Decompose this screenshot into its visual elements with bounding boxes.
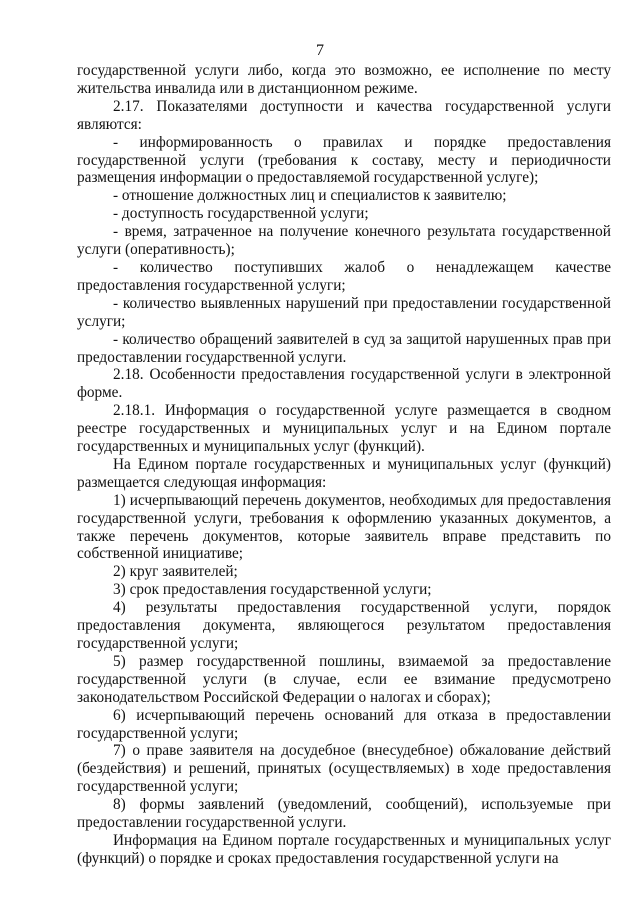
paragraph: На Едином портале государственных и муниципальных услуг (функций) размещается следующая информация:: [77, 455, 611, 491]
paragraph: 3) срок предоставления государственной услуги;: [113, 581, 432, 599]
paragraph: - отношение должностных лиц и специалистов к заявителю;: [113, 187, 507, 205]
paragraph: 2.18. Особенности предоставления государственной услуги в электронной форме.: [77, 366, 611, 402]
paragraph: 1) исчерпывающий перечень документов, необходимых для предоставления государственной услуги, требования к оформлению указанных документов, а также перечень документов, которые заявитель вправе представить по собственной инициативе;: [77, 491, 611, 563]
paragraph: 6) исчерпывающий перечень оснований для отказа в предоставлении государственной услуги;: [77, 706, 611, 742]
paragraph: 8) формы заявлений (уведомлений, сообщений), используемые при предоставлении государственной услуги.: [77, 796, 611, 832]
paragraph: - доступность государственной услуги;: [113, 205, 369, 223]
paragraph: государственной услуги либо, когда это возможно, ее исполнение по месту жительства инвалида или в дистанционном режиме.: [77, 62, 611, 97]
document-body: [77, 62, 611, 868]
paragraph: 7) о праве заявителя на досудебное (внесудебное) обжалование действий (бездействия) и решений, принятых (осуществляемых) в ходе предоставления государственной услуги;: [77, 742, 611, 796]
paragraph: - время, затраченное на получение конечного результата государственной услуги (оперативность);: [77, 223, 611, 259]
paragraph: 2.18.1. Информация о государственной услуге размещается в сводном реестре государственных и муниципальных услуг и на Едином портале государственных и муниципальных услуг (функций).: [77, 402, 611, 456]
paragraph: Информация на Едином портале государственных и муниципальных услуг (функций) о порядке и сроках предоставления государственной услуги на: [77, 831, 611, 867]
paragraph: - информированность о правилах и порядке предоставления государственной услуги (требования к составу, месту и периодичности размещения информации о предоставляемой государственной услуге);: [77, 133, 611, 187]
paragraph: 2) круг заявителей;: [113, 563, 238, 581]
paragraph: - количество поступивших жалоб о ненадлежащем качестве предоставления государственной услуги;: [77, 258, 611, 294]
paragraph: - количество выявленных нарушений при предоставлении государственной услуги;: [77, 294, 611, 330]
paragraph: 5) размер государственной пошлины, взимаемой за предоставление государственной услуги (в случае, если ее взимание предусмотрено законодательством Российской Федерации о налогах и сборах);: [77, 652, 611, 706]
paragraph: - количество обращений заявителей в суд за защитой нарушенных прав при предоставлении государственной услуги.: [77, 330, 611, 366]
paragraph: 2.17. Показателями доступности и качества государственной услуги являются:: [77, 97, 611, 133]
paragraph: 4) результаты предоставления государственной услуги, порядок предоставления документа, являющегося результатом предоставления государственной услуги;: [77, 599, 611, 652]
page-number: 7: [316, 42, 324, 59]
